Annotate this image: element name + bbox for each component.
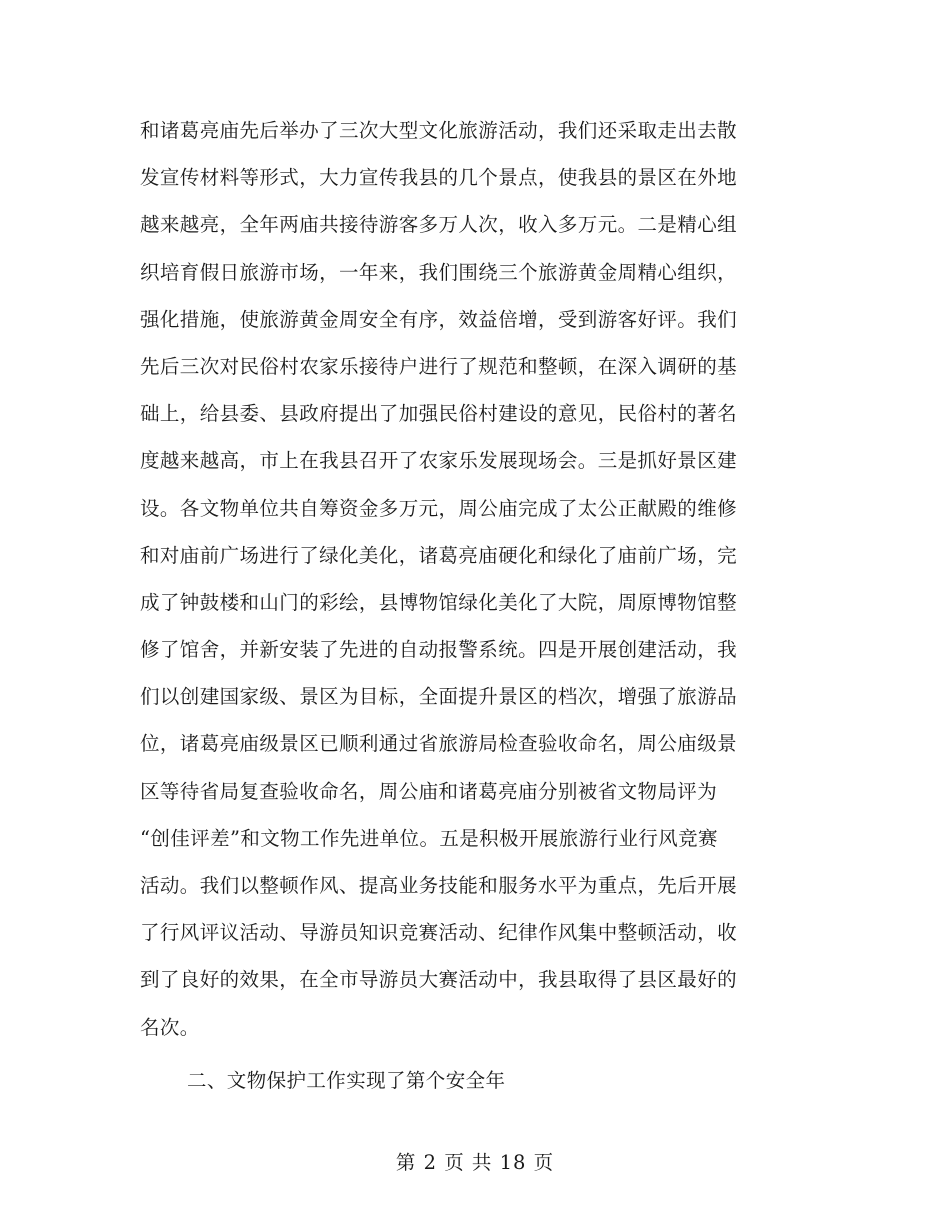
body-line: 位，诸葛亮庙级景区已顺利通过省旅游局检查验收命名，周公庙级景 xyxy=(140,732,738,756)
body-line: 和对庙前广场进行了绿化美化，诸葛亮庙硬化和绿化了庙前广场，完 xyxy=(140,543,738,567)
body-line: 活动。我们以整顿作风、提高业务技能和服务水平为重点，先后开展 xyxy=(140,874,738,897)
body-line: 们以创建国家级、景区为目标，全面提升景区的档次，增强了旅游品 xyxy=(140,685,738,709)
body-line: 和诸葛亮庙先后举办了三次大型文化旅游活动，我们还采取走出去散 xyxy=(140,119,738,142)
body-line: 了行风评议活动、导游员知识竞赛活动、纪律作风集中整顿活动，收 xyxy=(140,921,738,945)
body-line: 越来越亮，全年两庙共接待游客多万人次，收入多万元。二是精心组 xyxy=(140,213,738,237)
body-line: 成了钟鼓楼和山门的彩绘，县博物馆绿化美化了大院，周原博物馆整 xyxy=(140,590,738,614)
body-paragraph xyxy=(140,107,760,1051)
body-line: 础上，给县委、县政府提出了加强民俗村建设的意见，民俗村的著名 xyxy=(140,402,738,426)
body-line: “创佳评差”和文物工作先进单位。五是积极开展旅游行业行风竞赛 xyxy=(140,826,718,850)
body-line: 名次。 xyxy=(140,1015,200,1039)
body-line: 强化措施，使旅游黄金周安全有序，效益倍增，受到游客好评。我们 xyxy=(140,307,738,331)
section-heading: 二、文物保护工作实现了第个安全年 xyxy=(187,1069,506,1092)
page-footer: 第 2 页 共 18 页 xyxy=(395,1151,555,1174)
body-line: 区等待省局复查验收命名，周公庙和诸葛亮庙分别被省文物局评为 xyxy=(140,779,718,803)
body-line: 发宣传材料等形式，大力宣传我县的几个景点，使我县的景区在外地 xyxy=(140,166,738,190)
body-line: 织培育假日旅游市场，一年来，我们围绕三个旅游黄金周精心组织， xyxy=(140,260,738,284)
body-line: 修了馆舍，并新安装了先进的自动报警系统。四是开展创建活动，我 xyxy=(140,638,738,662)
body-line: 先后三次对民俗村农家乐接待户进行了规范和整顿，在深入调研的基 xyxy=(140,354,738,378)
body-line: 设。各文物单位共自筹资金多万元，周公庙完成了太公正献殿的维修 xyxy=(140,496,738,520)
body-line: 度越来越高，市上在我县召开了农家乐发展现场会。三是抓好景区建 xyxy=(140,449,738,473)
body-line: 到了良好的效果，在全市导游员大赛活动中，我县取得了县区最好的 xyxy=(140,968,738,992)
